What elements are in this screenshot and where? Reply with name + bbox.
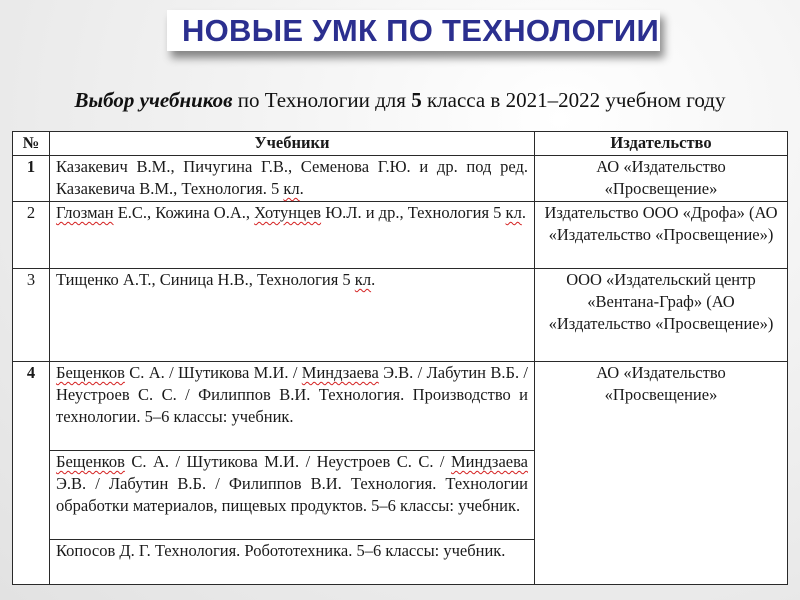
textbooks-table: [12, 131, 788, 585]
textbook-entry: [50, 362, 535, 451]
spellcheck-word: Глозман: [56, 203, 114, 222]
row-number: 1: [13, 156, 50, 202]
header-books: Учебники: [50, 132, 535, 156]
header-num: №: [13, 132, 50, 156]
spellcheck-word: Миндзаева: [451, 452, 528, 471]
slide-title: НОВЫЕ УМК ПО ТЕХНОЛОГИИ: [181, 12, 660, 48]
textbook-entry: [50, 540, 535, 585]
textbook-text: Э.В. / Лабутин В.Б. / Неустроев С. С. / Филиппов В.И. Технология. Производство и технологии. 5–6 классы: учебник.: [56, 363, 529, 426]
spellcheck-word: Хотунцев: [254, 203, 322, 222]
table-row: [13, 202, 788, 269]
table-row: [13, 156, 788, 202]
table-row: [13, 362, 788, 451]
spellcheck-word: Бещенков: [56, 452, 125, 471]
publisher-cell: АО «Издательство «Просвещение»: [535, 156, 788, 202]
spellcheck-word: Миндзаева: [301, 363, 379, 382]
subtitle-emphasis: Выбор учебников: [74, 88, 233, 112]
textbook-text: .: [371, 270, 376, 289]
textbook-text: С. А. / Шутикова М.И. / Неустроев С. С. /: [124, 452, 451, 471]
table-row: [13, 269, 788, 362]
publisher-cell: ООО «Издательский центр «Вентана-Граф» (АО «Издательство «Просвещение»): [535, 269, 788, 362]
textbook-text: Тищенко А.Т., Синица Н.В., Технология 5: [56, 270, 355, 289]
row-number: 3: [13, 269, 50, 362]
textbook-entry: [50, 269, 535, 362]
textbook-text: С. А. / Шутикова М.И. /: [124, 363, 302, 382]
textbook-text: Копосов Д. Г. Технология. Робототехника. 5–6 классы: учебник.: [56, 541, 506, 560]
textbook-entry: [50, 156, 535, 202]
row-number: 4: [13, 362, 50, 585]
textbook-entry: [50, 451, 535, 540]
textbook-text: .: [299, 179, 304, 198]
slide-subtitle: [0, 88, 800, 113]
subtitle-grade: 5: [411, 88, 422, 112]
textbook-text: .: [521, 203, 526, 222]
publisher-cell: АО «Издательство «Просвещение»: [535, 362, 788, 585]
row-number: 2: [13, 202, 50, 269]
textbook-entry: [50, 202, 535, 269]
textbook-text: Э.В. / Лабутин В.Б. / Филиппов В.И. Технология. Технологии обработки материалов, пищевых продуктов. 5–6 классы: учебник.: [56, 474, 528, 515]
spellcheck-word: Бещенков: [56, 363, 125, 382]
table-header-row: [13, 132, 788, 156]
header-publisher: Издательство: [535, 132, 788, 156]
spellcheck-word: кл: [354, 270, 372, 289]
subtitle-text-1: по Технологии для: [232, 88, 412, 112]
textbook-text: Казакевич В.М., Пичугина Г.В., Семенова Г.Ю. и др. под ред. Казакевича В.М., Технология. 5: [56, 157, 528, 198]
spellcheck-word: кл: [505, 203, 522, 222]
subtitle-text-2: класса в 2021–2022 учебном году: [421, 88, 726, 112]
textbook-text: Е.С., Кожина О.А.,: [113, 203, 255, 222]
publisher-cell: Издательство ООО «Дрофа» (АО «Издательство «Просвещение»): [535, 202, 788, 269]
textbook-text: Ю.Л. и др., Технология 5: [321, 203, 506, 222]
slide-title-box: [167, 10, 660, 51]
spellcheck-word: кл: [283, 179, 300, 198]
